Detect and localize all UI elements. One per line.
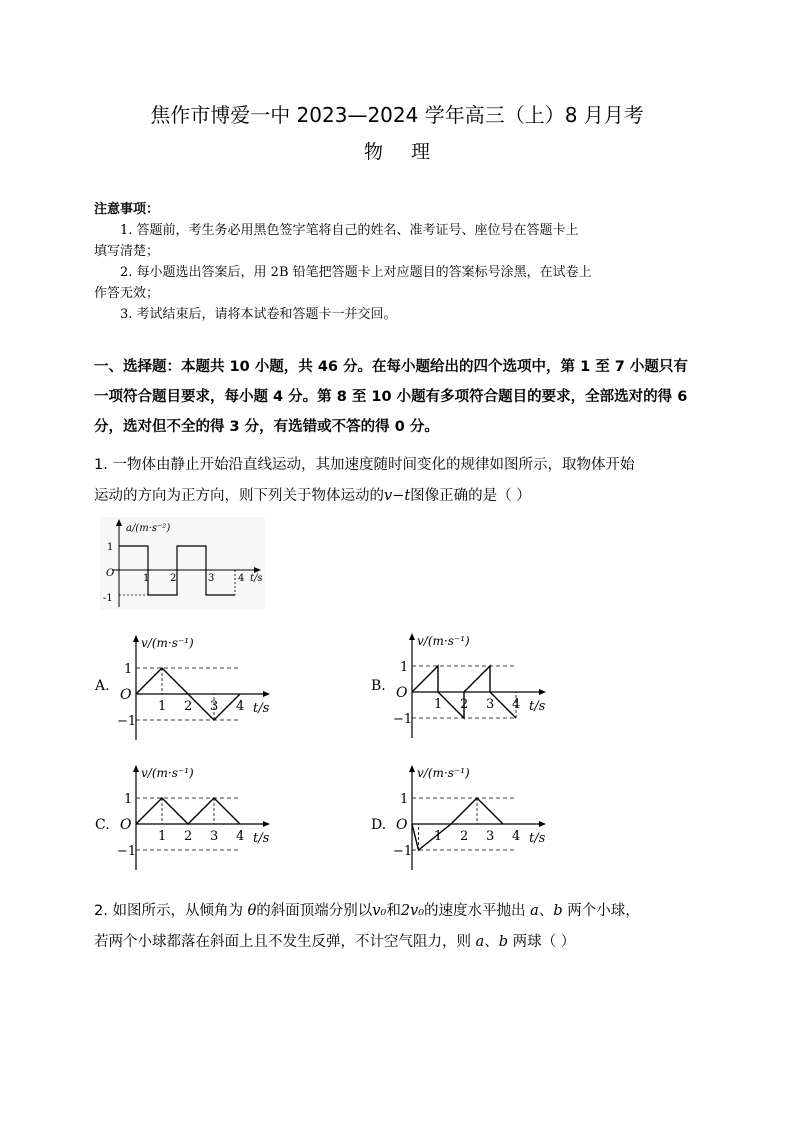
y-axis-label: v/(m·s⁻¹) (141, 766, 194, 780)
question-2 (94, 896, 704, 958)
question-2-text: 的斜面顶端分别以 (256, 903, 373, 919)
x-tick-label: 1 (434, 829, 443, 844)
y-tick-label: -1 (103, 593, 113, 604)
y-tick-label: 1 (400, 792, 409, 807)
x-axis-label: t/s (529, 831, 546, 846)
math-2v0: 2v₀ (400, 903, 425, 919)
y-tick-label: 1 (107, 542, 114, 553)
question-2-text: 2. 如图所示，从倾角为 (94, 903, 248, 919)
x-tick-label: 1 (158, 829, 167, 844)
acceleration-graph (100, 517, 265, 610)
math-b: b (553, 903, 563, 919)
notice-item: 1. 答题前，考生务必用黑色签字笔将自己的姓名、准考证号、座位号在答题卡上 (120, 223, 579, 238)
option-b-graph[interactable] (392, 630, 557, 742)
question-1-line2 (94, 481, 704, 512)
y-axis-label: v/(m·s⁻¹) (141, 636, 194, 650)
vt-series-line (136, 798, 240, 824)
math-a: a (475, 934, 485, 950)
origin-label: O (120, 817, 132, 833)
x-tick-label: 3 (486, 697, 495, 712)
notice-item: 填写清楚； (94, 244, 160, 259)
x-axis-arrow (539, 689, 546, 695)
y-axis-arrow (409, 633, 415, 640)
y-tick-label: −1 (393, 844, 413, 859)
y-tick-label: 1 (400, 660, 409, 675)
x-tick-label: 1 (434, 697, 443, 712)
math-v0: v₀ (372, 903, 387, 919)
question-2-text: 两个小球， (562, 903, 640, 919)
x-axis-label: t/s (253, 701, 270, 716)
page-title: 焦作市博爱一中 2023—2024 学年高三（上）8 月月考 (150, 103, 644, 127)
x-tick-label: 4 (512, 829, 521, 844)
x-tick-label: 2 (184, 829, 193, 844)
notice-block (94, 199, 714, 325)
origin-label: O (396, 685, 408, 701)
origin-label: O (120, 687, 132, 703)
y-axis-arrow (133, 765, 139, 772)
y-axis-arrow (133, 635, 139, 642)
y-tick-label: −1 (117, 714, 137, 729)
subject-title: 物理 (363, 141, 458, 163)
y-axis-label: v/(m·s⁻¹) (417, 766, 470, 780)
origin-label: O (106, 568, 115, 579)
notice-heading: 注意事项： (94, 202, 160, 217)
x-tick-label: 1 (143, 573, 150, 584)
question-2-text: 两球（ ） (508, 934, 576, 950)
y-tick-label: 1 (124, 792, 133, 807)
x-tick-label: 4 (236, 699, 245, 714)
question-1-text: 图像正确的是（ ） (410, 488, 531, 504)
option-d-graph[interactable] (392, 762, 557, 874)
y-tick-label: −1 (393, 712, 413, 727)
question-1-line1: 1. 一物体由静止开始沿直线运动，其加速度随时间变化的规律如图所示，取物体开始 (94, 457, 635, 473)
question-2-text: 、 (538, 903, 554, 919)
y-tick-label: 1 (124, 662, 133, 677)
x-tick-label: 3 (210, 699, 219, 714)
option-a-label[interactable]: A. (95, 678, 110, 694)
question-2-text: 若两个小球都落在斜面上且不发生反弹，不计空气阻力，则 (94, 934, 476, 950)
x-tick-label: 4 (236, 829, 245, 844)
origin-label: O (396, 817, 408, 833)
x-axis-arrow (263, 821, 270, 827)
y-tick-label: −1 (117, 844, 137, 859)
question-1 (94, 450, 704, 512)
x-axis-label: t/s (253, 831, 270, 846)
notice-item: 3. 考试结束后，请将本试卷和答题卡一并交回。 (120, 307, 397, 322)
x-tick-label: 3 (486, 829, 495, 844)
x-tick-label: 3 (208, 573, 215, 584)
y-axis-arrow (409, 765, 415, 772)
question-2-line2 (94, 927, 704, 958)
question-2-line1 (94, 896, 704, 927)
question-2-text: 、 (484, 934, 499, 950)
math-a: a (530, 903, 539, 919)
y-axis-label: a/(m·s⁻²) (126, 523, 171, 534)
option-b-label[interactable]: B. (371, 678, 386, 694)
question-1-text: 运动的方向为正方向，则下列关于物体运动的 (94, 488, 384, 504)
notice-item: 作答无效； (94, 286, 160, 301)
math-theta: θ (247, 903, 257, 919)
option-c-graph[interactable] (116, 762, 281, 874)
x-axis-arrow (539, 821, 546, 827)
x-tick-label: 4 (512, 697, 521, 712)
x-axis-label: t/s (529, 699, 546, 714)
section-heading: 一、选择题：本题共 10 小题，共 46 分。在每小题给出的四个选项中，第 1 至 7 小题只有一项符合题目要求，每小题 4 分。第 8 至 10 小题有多项符合题目的要求，全部选对的得 6 分，选对但不全的得 3 分，有选错或不答的得 0 分。 (94, 359, 688, 435)
question-2-text: 的速度水平抛出 (424, 903, 531, 919)
x-tick-label: 2 (460, 697, 469, 712)
x-tick-label: 2 (184, 699, 193, 714)
notice-item: 2. 每小题选出答案后，用 2B 铅笔把答题卡上对应题目的答案标号涂黑，在试卷上 (120, 265, 592, 280)
x-tick-label: 2 (170, 573, 177, 584)
math-b: b (498, 934, 509, 950)
x-axis-label: t/s (250, 573, 263, 584)
x-tick-label: 2 (460, 829, 469, 844)
option-c-label[interactable]: C. (95, 817, 110, 833)
x-axis-arrow (263, 691, 270, 697)
option-d-label[interactable]: D. (371, 817, 387, 833)
y-axis-label: v/(m·s⁻¹) (417, 634, 470, 648)
x-tick-label: 1 (158, 699, 167, 714)
question-2-text: 和 (386, 903, 401, 919)
math-vt: v−t (384, 488, 411, 504)
option-a-graph[interactable] (116, 632, 281, 744)
x-tick-label: 4 (238, 573, 245, 584)
x-tick-label: 3 (210, 829, 219, 844)
